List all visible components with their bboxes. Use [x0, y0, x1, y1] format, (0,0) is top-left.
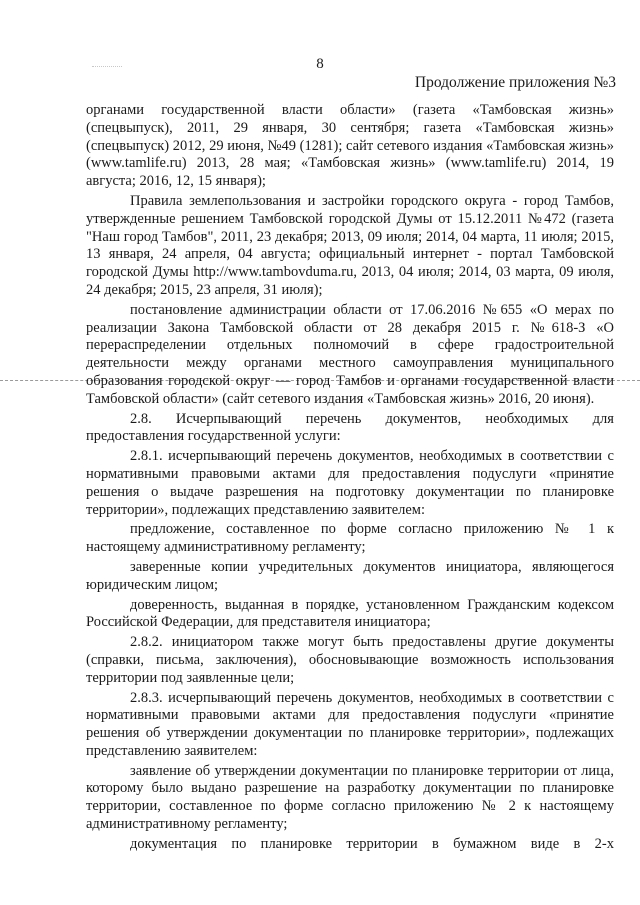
paragraph-2-8-3: 2.8.3. исчерпывающий перечень документов, необходимых в соответствии с нормативными правовыми актами для предоставления подуслуги «принятие решения об утверждении документации по планировке территории», подлежащих представлению заявителем:	[86, 689, 614, 759]
item-2-8-word: перечень	[305, 410, 362, 427]
item-2-8-word: для	[592, 410, 614, 427]
page-number: 8	[316, 56, 324, 72]
paragraph-2-8-1: 2.8.1. исчерпывающий перечень документов, необходимых в соответствии с нормативными правовыми актами для предоставления подуслуги «принятие решения о выдаче разрешения на подготовку документации по планировке территории», подлежащих представлению заявителем:	[86, 448, 614, 518]
item-2-8-continuation: предоставления государственной услуги:	[86, 428, 341, 445]
item-2-8-word: необходимых	[485, 410, 569, 427]
item-2-8-word: документов,	[385, 410, 462, 427]
paragraph-tambov-life-sources: органами государственной власти области» (газета «Тамбовская жизнь» (спецвыпуск), 2011, 29 января, 30 сентября; газета «Тамбовская жизнь» (спецвыпуск) 2012, 29 июня, №49 (1281); сайт сетевого издания «Тамбовская жизнь» (www.tamlife.ru) 2013, 28 мая; «Тамбовская жизнь» (www.tamlife.ru) 2014, 19 августа; 2016, 12, 15 января);	[86, 102, 614, 190]
list-item-founding-documents: заверенные копии учредительных документов инициатора, являющегося юридическим лицом;	[86, 558, 614, 593]
item-2-8-word: Исчерпывающий	[175, 410, 282, 427]
document-body	[86, 102, 614, 856]
paragraph-resolution-655: постановление администрации области от 17.06.2016 №655 «О мерах по реализации Закона Тамбовской области от 28 декабря 2015 г. №618-З «О перераспределении отдельных полномочий в сфере градостроительной деятельности между органами местного самоуправления муниципального образования городской округ — город Тамбов и органами государственной власти Тамбовской области» (сайт сетевого издания «Тамбовская жизнь» 2016, 20 июня).	[86, 301, 614, 407]
list-item-power-of-attorney: доверенность, выданная в порядке, установленном Гражданским кодексом Российской Федерации, для представителя инициатора;	[86, 596, 614, 631]
list-item-proposal: предложение, составленное по форме согласно приложению № 1 к настоящему административному регламенту;	[86, 521, 614, 556]
appendix-continuation-label: Продолжение приложения №3	[414, 74, 616, 91]
item-2-8-number: 2.8.	[130, 410, 152, 427]
item-2-8-heading	[86, 411, 614, 429]
paragraph-land-use-rules: Правила землепользования и застройки городского округа - город Тамбов, утвержденные решением Тамбовской городской Думы от 15.12.2011 №472 (газета "Наш город Тамбов", 2011, 23 декабря; 2013, 09 июля; 2014, 04 марта, 11 июля; 2015, 13 января, 24 апреля, 04 августа; официальный интернет - портал Тамбовской городской Думы http://www.tambovduma.ru, 2013, 04 июля; 2014, 03 марта, 09 июля, 24 декабря; 2015, 23 апреля, 31 июля);	[86, 192, 614, 298]
list-item-planning-documentation: документация по планировке территории в бумажном виде в 2-х	[130, 835, 614, 852]
paragraph-2-8-2: 2.8.2. инициатором также могут быть предоставлены другие документы (справки, письма, заключения), обосновывающие возможность использования территории под заявленные цели;	[86, 634, 614, 686]
list-item-approval-application: заявление об утверждении документации по планировке территории от лица, которому было выдано разрешение на разработку документации по планировке территории, составленное по форме согласно приложению № 2 к настоящему административному регламенту;	[86, 762, 614, 833]
